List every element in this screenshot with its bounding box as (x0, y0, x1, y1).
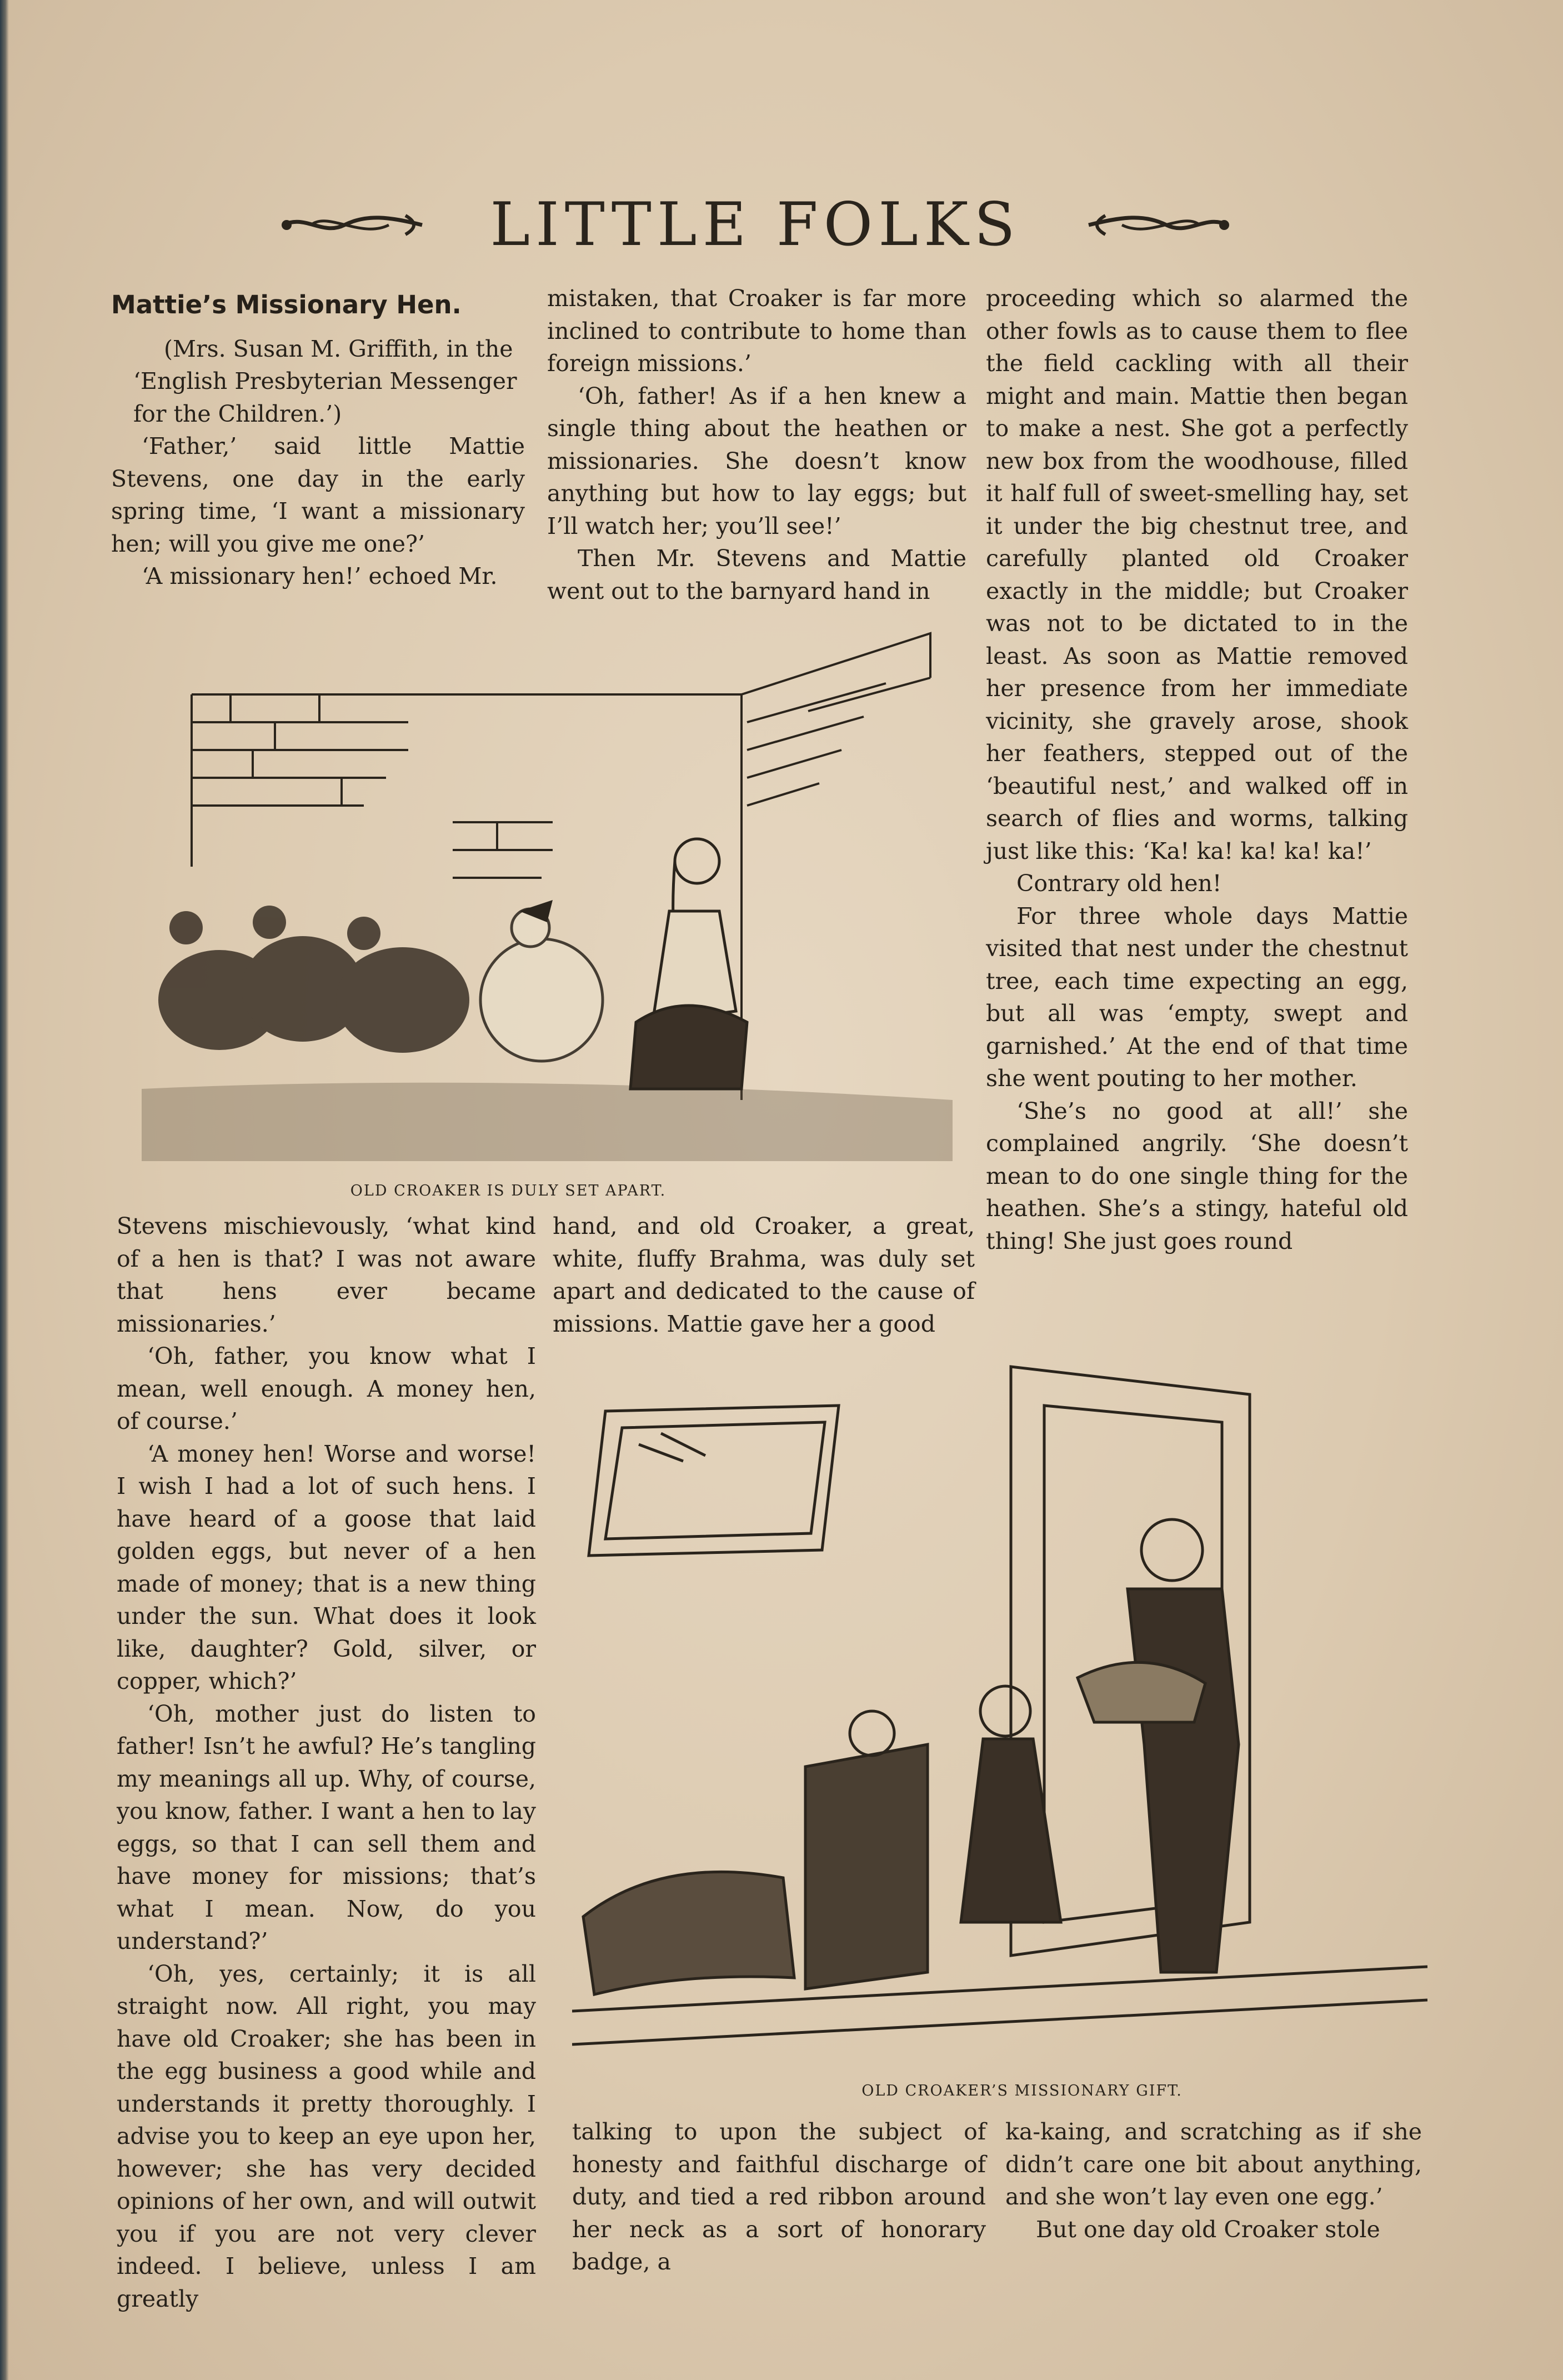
right-flourish-ornament (1083, 206, 1233, 244)
paragraph: ‘Father,’ said little Mattie Stevens, one day in the early spring time, ‘I want a missionary hen; will you give me one?’ (111, 433, 525, 557)
column-2-middle (553, 1210, 975, 1343)
paragraph: mistaken, that Croaker is far more inclined to contribute to home than foreign missions.’ (547, 285, 966, 377)
column-2-top (547, 282, 966, 604)
column-1-top (111, 289, 525, 611)
paragraph: ‘She’s no good at all!’ she complained angrily. ‘She doesn’t mean to do one single thing for the heathen. She’s a stingy, hateful old thing! She just goes round (986, 1097, 1408, 1254)
column-2-bottom (572, 2116, 986, 2275)
paragraph: ‘A money hen! Worse and worse! I wish I had a lot of such hens. I have heard of a goose that laid golden eggs, but never of a hen made of money; that is a new thing under the sun. What does it look like, daughter? Gold, silver, or copper, which?’ (117, 1440, 536, 1694)
paragraph: Stevens mischievously, ‘what kind of a hen is that? I was not aware that hens ever became missionaries.’ (117, 1213, 536, 1337)
figure-1-caption: OLD CROAKER IS DULY SET APART. (350, 1182, 667, 1199)
paragraph: ‘A missionary hen!’ echoed Mr. (142, 563, 498, 589)
paragraph: ‘Oh, father, you know what I mean, well enough. A money hen, of course.’ (117, 1343, 536, 1434)
left-flourish-ornament (278, 206, 428, 244)
page-title: LITTLE FOLKS (490, 190, 1021, 259)
paragraph: ka-kaing, and scratching as if she didn’t care one bit about anything, and she won’t lay even one egg.’ (1005, 2118, 1422, 2210)
paragraph: ‘Oh, yes, certainly; it is all straight now. All right, you may have old Croaker; she has been in the egg business a good while and understands it pretty thoroughly. I advise you to keep an eye upon her, however; she has very decided opinions of her own, and will outwit you if you are not very clever indeed. I believe, unless I am greatly (117, 1960, 536, 2312)
section-header (0, 183, 1563, 267)
paragraph: talking to upon the subject of honesty and faithful discharge of duty, and tied a red ribbon around her neck as a sort of honorary badge, a (572, 2118, 986, 2275)
illustration-old-croaker-set-apart (119, 600, 964, 1167)
paragraph: ‘Oh, father! As if a hen knew a single thing about the heathen or missionaries. She doesn’t know anything but how to lay eggs; but I’ll watch her; you’ll see!’ (547, 382, 966, 539)
figure-2-caption: OLD CROAKER’S MISSIONARY GIFT. (861, 2082, 1183, 2099)
paragraph: Contrary old hen! (1016, 870, 1222, 897)
story-title: Mattie’s Missionary Hen. (111, 290, 462, 319)
paragraph: proceeding which so alarmed the other fowls as to cause them to flee the field cackling with all their might and main. Mattie then began to make a nest. She got a perfectly new box from the woodhouse, filled it half full of sweet-smelling hay, set it under the big chestnut tree, and carefully planted old Croaker exactly in the middle; but Croaker was not to be dictated to in the least. As soon as Mattie removed her presence from her immediate vicinity, she gravely arose, shook her feathers, stepped out of the ‘beautiful nest,’ and walked off in search of flies and worms, talking just like this: ‘Ka! ka! ka! ka! ka!’ (986, 285, 1408, 864)
page-binding-edge (0, 0, 9, 2380)
column-3-bottom (1005, 2116, 1422, 2254)
illustration-missionary-gift (572, 1356, 1427, 2061)
column-1-middle (117, 1210, 536, 2312)
paragraph: For three whole days Mattie visited that nest under the chestnut tree, each time expecting an egg, but all was ‘empty, swept and garnished.’ At the end of that time she went pouting to her mother. (986, 902, 1408, 1092)
paragraph: Then Mr. Stevens and Mattie went out to the barnyard hand in (547, 545, 966, 604)
paragraph: But one day old Croaker stole (1036, 2216, 1380, 2243)
paragraph: hand, and old Croaker, a great, white, fluffy Brahma, was duly set apart and dedicated to the cause of missions. Mattie gave her a good (553, 1213, 975, 1337)
column-3-top (986, 282, 1408, 1338)
story-byline: (Mrs. Susan M. Griffith, in the ‘English Presbyterian Messenger for the Children.’) (133, 335, 517, 427)
paragraph: ‘Oh, mother just do listen to father! Isn’t he awful? He’s tangling my meanings all up. Why, of course, you know, father. I want a hen to lay eggs, so that I can sell them and have money for missions; that’s what I mean. Now, do you understand?’ (117, 1700, 536, 1954)
